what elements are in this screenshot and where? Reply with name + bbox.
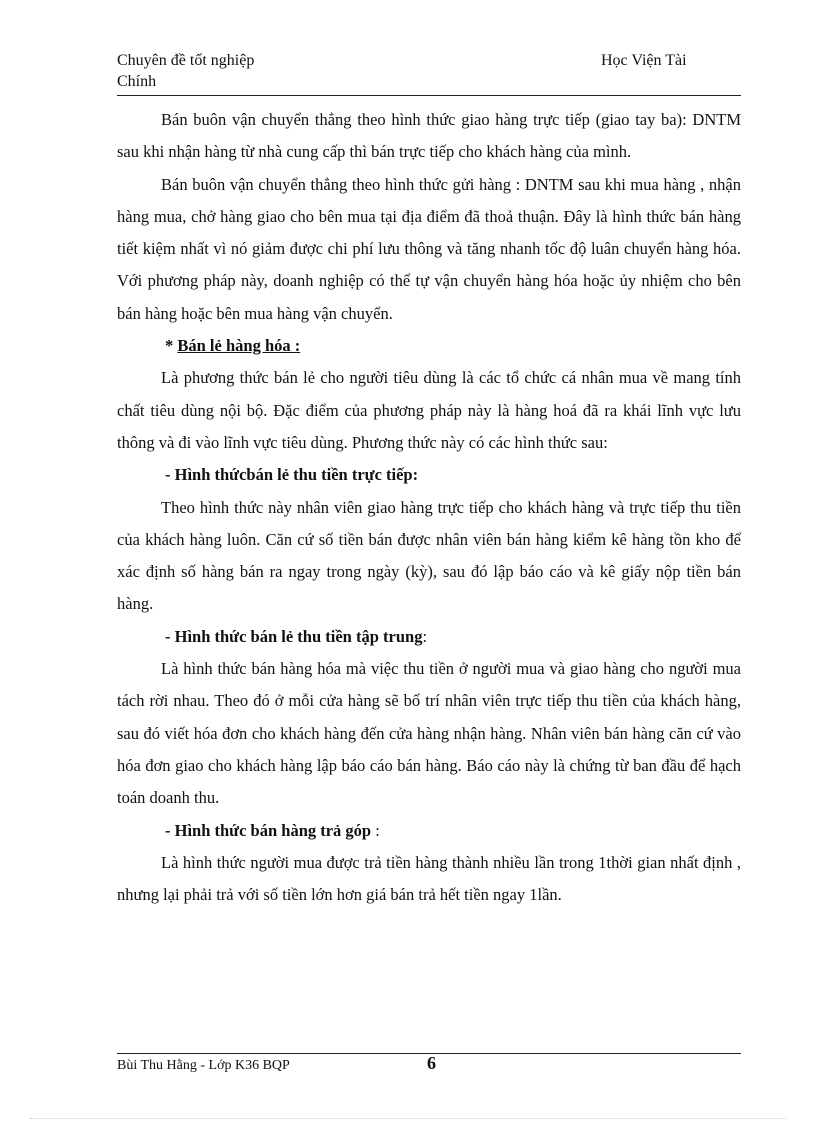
header-left-line2: Chính — [117, 73, 157, 90]
paragraph-2: Bán buôn vận chuyển thẳng theo hình thức gửi hàng : DNTM sau khi mua hàng , nhận hàng mua, chở hàng giao cho bên mua tại địa điểm đã thoả thuận. Đây là hình thức bán hàng tiết kiệm nhất vì nó giảm được chi phí lưu thông và tăng nhanh tốc độ luân chuyển hàng hóa. Với phương pháp này, doanh nghiệp có thể tự vận chuyển hàng hóa hoặc ủy nhiệm cho bên bán hàng hoặc bên mua hàng vận chuyển. — [117, 174, 741, 323]
subheading-installment-text: - Hình thức bán hàng trả góp — [165, 820, 372, 840]
subheading-centralized-collection — [117, 621, 741, 653]
header-left — [117, 50, 317, 92]
footer-author: Bùi Thu Hằng - Lớp K36 BQP — [117, 1058, 290, 1073]
header-left-line1: Chuyên đề tốt nghiệp — [117, 52, 255, 69]
subheading-direct-collection: - Hình thứcbán lẻ thu tiền trực tiếp: — [165, 465, 419, 485]
header-right: Học Viện Tài — [601, 52, 687, 69]
heading-bullet: * — [165, 336, 178, 356]
section-heading-retail — [117, 330, 741, 362]
header-divider — [117, 95, 741, 96]
heading-retail-text: Bán lẻ hàng hóa : — [177, 336, 301, 356]
page-number: 6 — [427, 1053, 436, 1073]
paragraph-3: Là phương thức bán lẻ cho người tiêu dùng là các tổ chức cá nhân mua về mang tính chất tiêu dùng nội bộ. Đặc điểm của phương pháp này là hàng hoá đã ra khái lĩnh vực lưu thông và đi vào lĩnh vực tiêu dùng. Phương thức này có các hình thức sau: — [117, 368, 741, 452]
page-boundary — [30, 1118, 786, 1119]
subheading-centralized-text: - Hình thức bán lẻ thu tiền tập trung — [165, 626, 423, 646]
paragraph-6: Là hình thức người mua được trả tiền hàng thành nhiều lần trong 1thời gian nhất định , nhưng lại phải trả với số tiền lớn hơn giá bán trả hết tiền ngay 1lần. — [117, 852, 741, 905]
subheading-centralized-colon: : — [422, 626, 428, 646]
subheading-installment-colon: : — [371, 820, 380, 840]
paragraph-5: Là hình thức bán hàng hóa mà việc thu tiền ở người mua và giao hàng cho người mua tách rời nhau. Theo đó ở mỗi cửa hàng sẽ bố trí nhân viên trực tiếp thu tiền của khách hàng, sau đó viết hóa đơn cho khách hàng đến cửa hàng nhận hàng. Nhân viên bán hàng căn cứ vào hóa đơn giao cho khách hàng lập báo cáo bán hàng. Báo cáo này là chứng từ ban đầu để hạch toán doanh thu. — [117, 659, 741, 808]
subheading-installment — [117, 815, 741, 847]
paragraph-4: Theo hình thức này nhân viên giao hàng trực tiếp cho khách hàng và trực tiếp thu tiền của khách hàng luôn. Căn cứ số tiền bán được nhân viên bán hàng kiểm kê hàng tồn kho để xác định số hàng bán ra ngay trong ngày (kỳ), sau đó lập báo cáo và kê giấy nộp tiền bán hàng. — [117, 497, 741, 614]
document-body — [117, 104, 741, 911]
paragraph-1: Bán buôn vận chuyển thẳng theo hình thức giao hàng trực tiếp (giao tay ba): DNTM sau khi nhận hàng từ nhà cung cấp thì bán trực tiếp cho khách hàng của mình. — [117, 110, 741, 162]
